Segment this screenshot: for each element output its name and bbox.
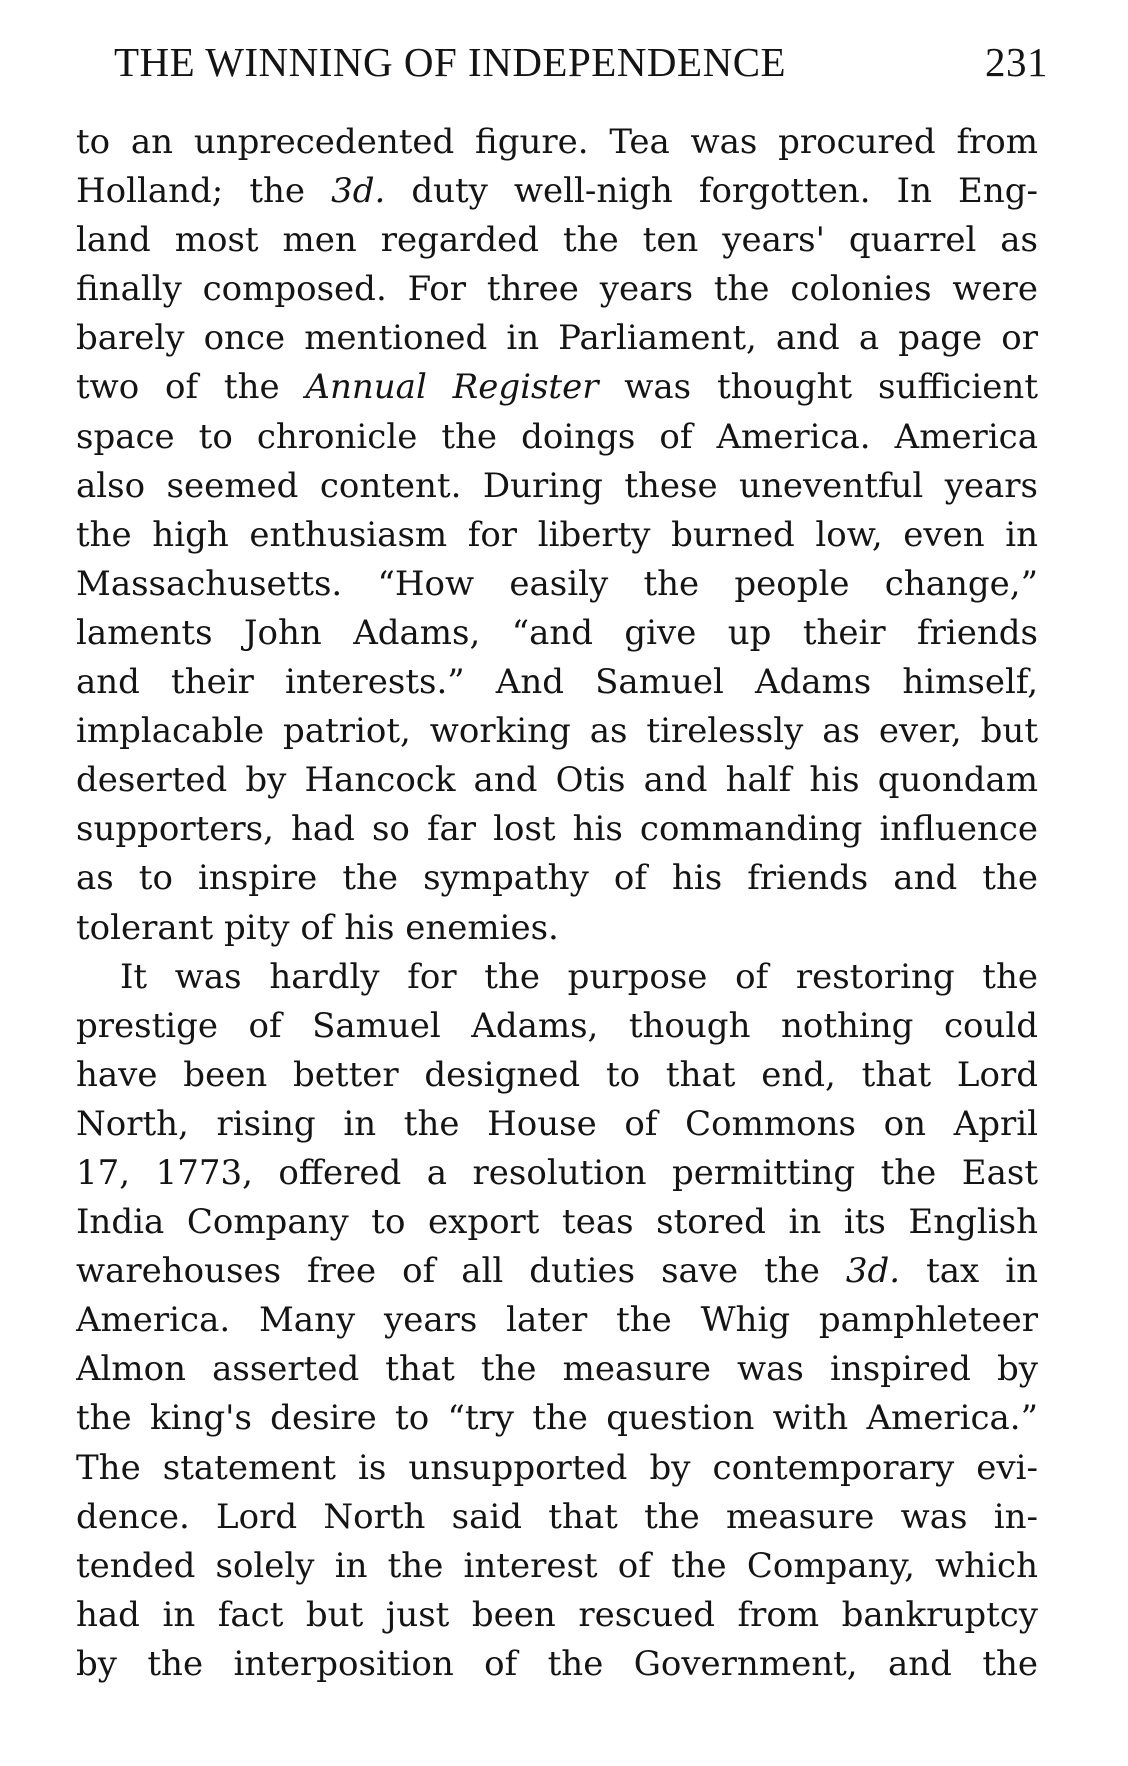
- italic-phrase: Annual Register: [305, 367, 599, 408]
- text-line: prestige of Samuel Adams, though nothing could: [76, 1005, 1038, 1046]
- text-line: laments John Adams, “and give up their friends: [76, 612, 1038, 653]
- text-line: The statement is unsupported by contemporary evi-: [76, 1447, 1038, 1488]
- text-line: the king's desire to “try the question with America.”: [76, 1398, 1038, 1439]
- text-line: have been better designed to that end, that Lord: [76, 1054, 1038, 1095]
- text-line: finally composed. For three years the colonies were: [76, 269, 1038, 310]
- text-line: had in fact but just been rescued from bankruptcy: [76, 1594, 1038, 1635]
- paragraph-start-line: It was hardly for the purpose of restoring the: [120, 956, 1038, 997]
- text-line: land most men regarded the ten years' quarrel as: [76, 220, 1038, 261]
- text-line: space to chronicle the doings of America. America: [76, 416, 1038, 457]
- text-line: Almon asserted that the measure was inspired by: [76, 1349, 1038, 1390]
- text-line: tended solely in the interest of the Company, which: [76, 1545, 1038, 1586]
- text-line: deserted by Hancock and Otis and half his quondam: [76, 760, 1038, 801]
- text-line: the high enthusiasm for liberty burned low, even in: [76, 514, 1038, 555]
- paragraph-end-line: tolerant pity of his enemies.: [76, 907, 559, 948]
- text-line: 17, 1773, offered a resolution permitting the East: [76, 1152, 1038, 1193]
- text-line: barely once mentioned in Parliament, and a page or: [76, 318, 1038, 359]
- text-line: by the interposition of the Government, and the: [76, 1643, 1038, 1684]
- text-line: and their interests.” And Samuel Adams himself,: [76, 662, 1038, 703]
- text-line: also seemed content. During these uneventful years: [76, 465, 1038, 506]
- text-line: dence. Lord North said that the measure was in-: [76, 1496, 1038, 1537]
- page-number: 231: [985, 39, 1048, 85]
- text-line: supporters, had so far lost his commanding influence: [76, 809, 1038, 850]
- body-text: [76, 118, 1038, 1689]
- text-line-with-italic: warehouses free of all duties save the 3d. tax in: [76, 1251, 1038, 1292]
- text-line: North, rising in the House of Commons on April: [76, 1103, 1038, 1144]
- text-line: implacable patriot, working as tirelessly as ever, but: [76, 711, 1038, 752]
- text-line: America. Many years later the Whig pamphleteer: [76, 1300, 1038, 1341]
- italic-phrase: 3d.: [845, 1251, 901, 1292]
- text-line: India Company to export teas stored in its English: [76, 1202, 1038, 1243]
- running-head: [86, 38, 1048, 98]
- text-line: as to inspire the sympathy of his friends and the: [76, 858, 1038, 899]
- text-line: to an unprecedented figure. Tea was procured from: [76, 122, 1038, 162]
- running-head-title: THE WINNING OF INDEPENDENCE: [114, 39, 787, 85]
- text-line-with-italic: two of the Annual Register was thought sufficient: [76, 367, 1038, 408]
- italic-phrase: 3d.: [331, 171, 386, 212]
- text-line-with-italic: Holland; the 3d. duty well-nigh forgotten. In Eng-: [76, 171, 1038, 212]
- text-line: Massachusetts. “How easily the people change,”: [76, 563, 1038, 604]
